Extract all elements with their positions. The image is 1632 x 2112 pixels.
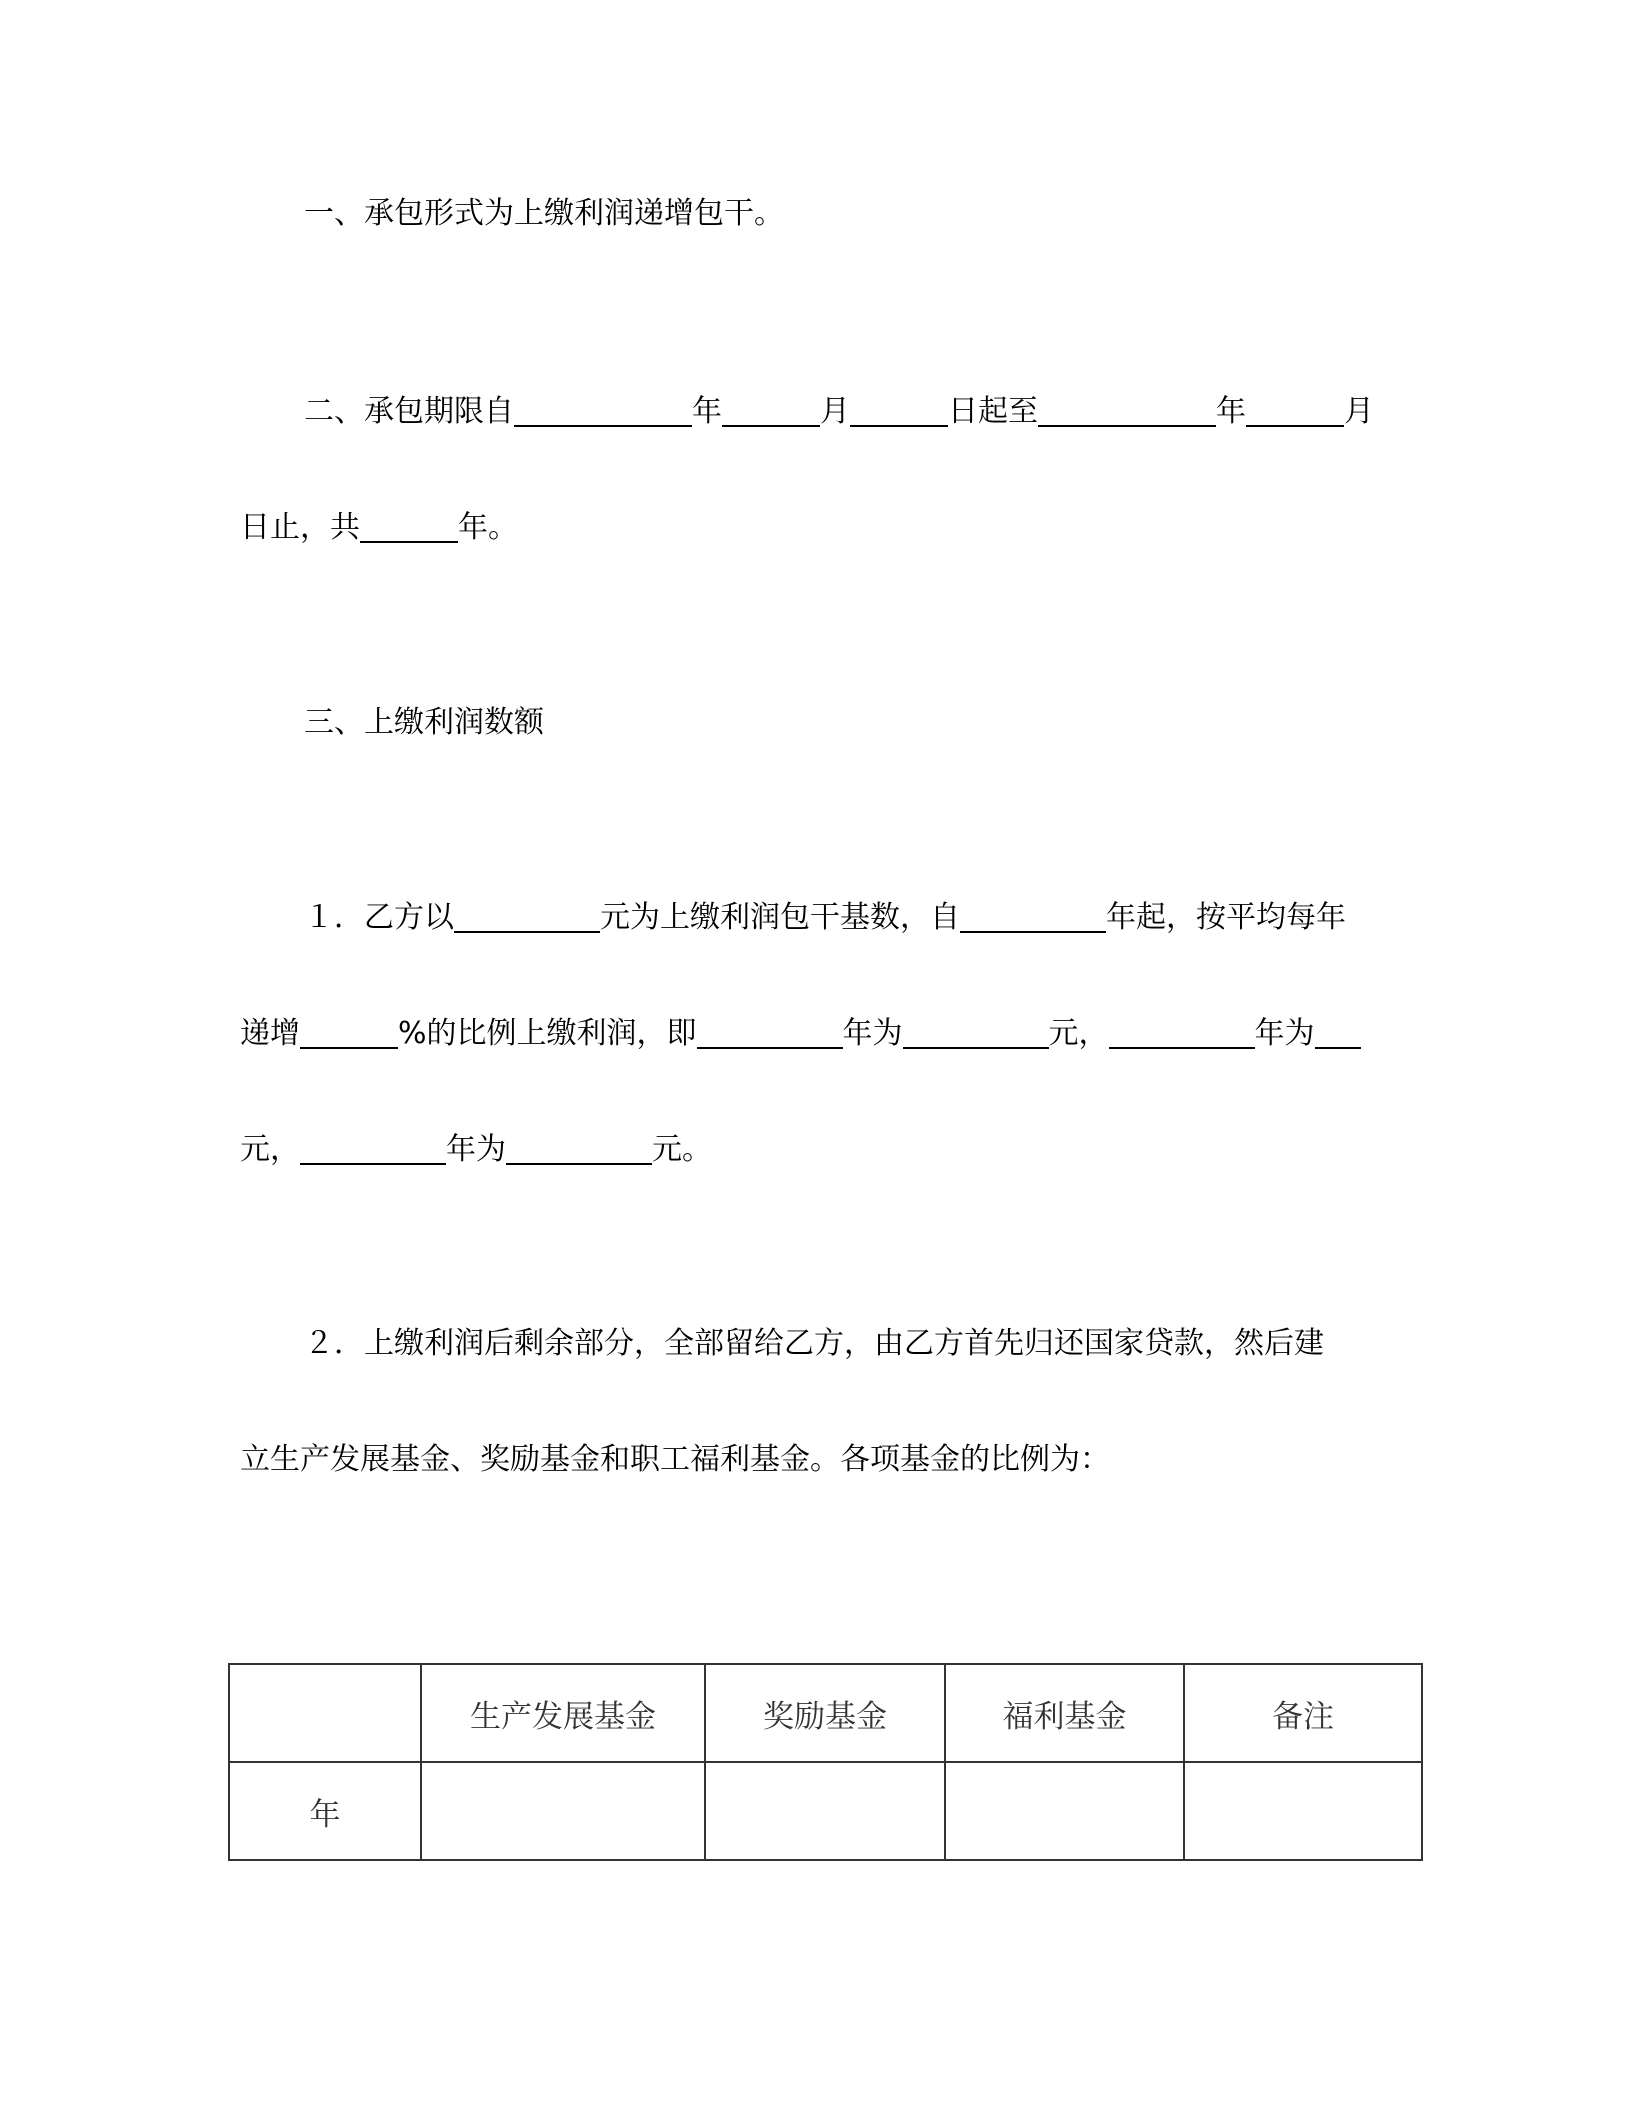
item-2-line-2 <box>240 1440 1110 1480</box>
fund-ratio-table <box>228 1663 1423 1861</box>
end-month-blank[interactable] <box>1246 395 1344 427</box>
base-amount-label: 元为上缴利润包干基数，自 <box>600 900 960 935</box>
amount-c-label: 元。 <box>652 1132 712 1167</box>
header-remarks: 备注 <box>1184 1664 1422 1762</box>
start-month-blank[interactable] <box>722 395 820 427</box>
amount-c-blank[interactable] <box>506 1133 652 1165</box>
row-year-label: 年 <box>229 1762 421 1860</box>
total-years-label: 年。 <box>458 510 518 545</box>
clause-3-heading-text: 三、上缴利润数额 <box>304 705 544 740</box>
table-header-row <box>229 1664 1422 1762</box>
base-year-blank[interactable] <box>960 901 1106 933</box>
item-1-line-3 <box>240 1130 712 1170</box>
clause-1 <box>304 194 784 234</box>
production-fund-cell[interactable] <box>421 1762 705 1860</box>
clause-2-prefix: 二、承包期限自 <box>304 394 514 429</box>
year-c-label: 年为 <box>446 1132 506 1167</box>
percent-label: %的比例上缴利润，即 <box>398 1016 697 1051</box>
year-a-blank[interactable] <box>697 1017 843 1049</box>
item-2-text-1: ２．上缴利润后剩余部分，全部留给乙方，由乙方首先归还国家贷款，然后建 <box>304 1326 1324 1361</box>
header-bonus-fund: 奖励基金 <box>705 1664 945 1762</box>
welfare-fund-cell[interactable] <box>945 1762 1184 1860</box>
total-years-blank[interactable] <box>360 511 458 543</box>
item-1-line-1 <box>304 898 1346 938</box>
base-amount-blank[interactable] <box>454 901 600 933</box>
year-a-label: 年为 <box>842 1016 903 1051</box>
end-month-label: 月 <box>1344 394 1374 429</box>
item-1-prefix: １．乙方以 <box>304 900 454 935</box>
amount-b-blank-start[interactable] <box>1315 1017 1361 1049</box>
amount-a-blank[interactable] <box>903 1017 1049 1049</box>
header-corner <box>229 1664 421 1762</box>
item-2-text-2: 立生产发展基金、奖励基金和职工福利基金。各项基金的比例为： <box>240 1442 1110 1477</box>
amount-b-label: 元， <box>240 1132 300 1167</box>
remarks-cell[interactable] <box>1184 1762 1422 1860</box>
header-production-fund: 生产发展基金 <box>421 1664 705 1762</box>
item-2-line-1 <box>304 1324 1324 1364</box>
start-month-label: 月 <box>820 394 850 429</box>
clause-2-line-1 <box>304 392 1374 432</box>
end-year-blank[interactable] <box>1038 395 1216 427</box>
increase-label: 递增 <box>240 1016 300 1051</box>
start-year-label: 年 <box>692 394 722 429</box>
clause-3-heading <box>304 703 544 743</box>
start-day-blank[interactable] <box>850 395 948 427</box>
year-b-blank[interactable] <box>1109 1017 1255 1049</box>
start-year-blank[interactable] <box>514 395 692 427</box>
amount-a-label: 元， <box>1048 1016 1109 1051</box>
clause-1-text: 一、承包形式为上缴利润递增包干。 <box>304 196 784 231</box>
start-day-label: 日起至 <box>948 394 1038 429</box>
end-year-label: 年 <box>1216 394 1246 429</box>
year-b-label: 年为 <box>1254 1016 1315 1051</box>
item-1-line-2 <box>240 1014 1361 1054</box>
bonus-fund-cell[interactable] <box>705 1762 945 1860</box>
table-row <box>229 1762 1422 1860</box>
end-day-label: 日止，共 <box>240 510 360 545</box>
base-year-label: 年起，按平均每年 <box>1106 900 1346 935</box>
clause-2-line-2 <box>240 508 518 548</box>
year-c-blank[interactable] <box>300 1133 446 1165</box>
header-welfare-fund: 福利基金 <box>945 1664 1184 1762</box>
increase-rate-blank[interactable] <box>300 1017 398 1049</box>
